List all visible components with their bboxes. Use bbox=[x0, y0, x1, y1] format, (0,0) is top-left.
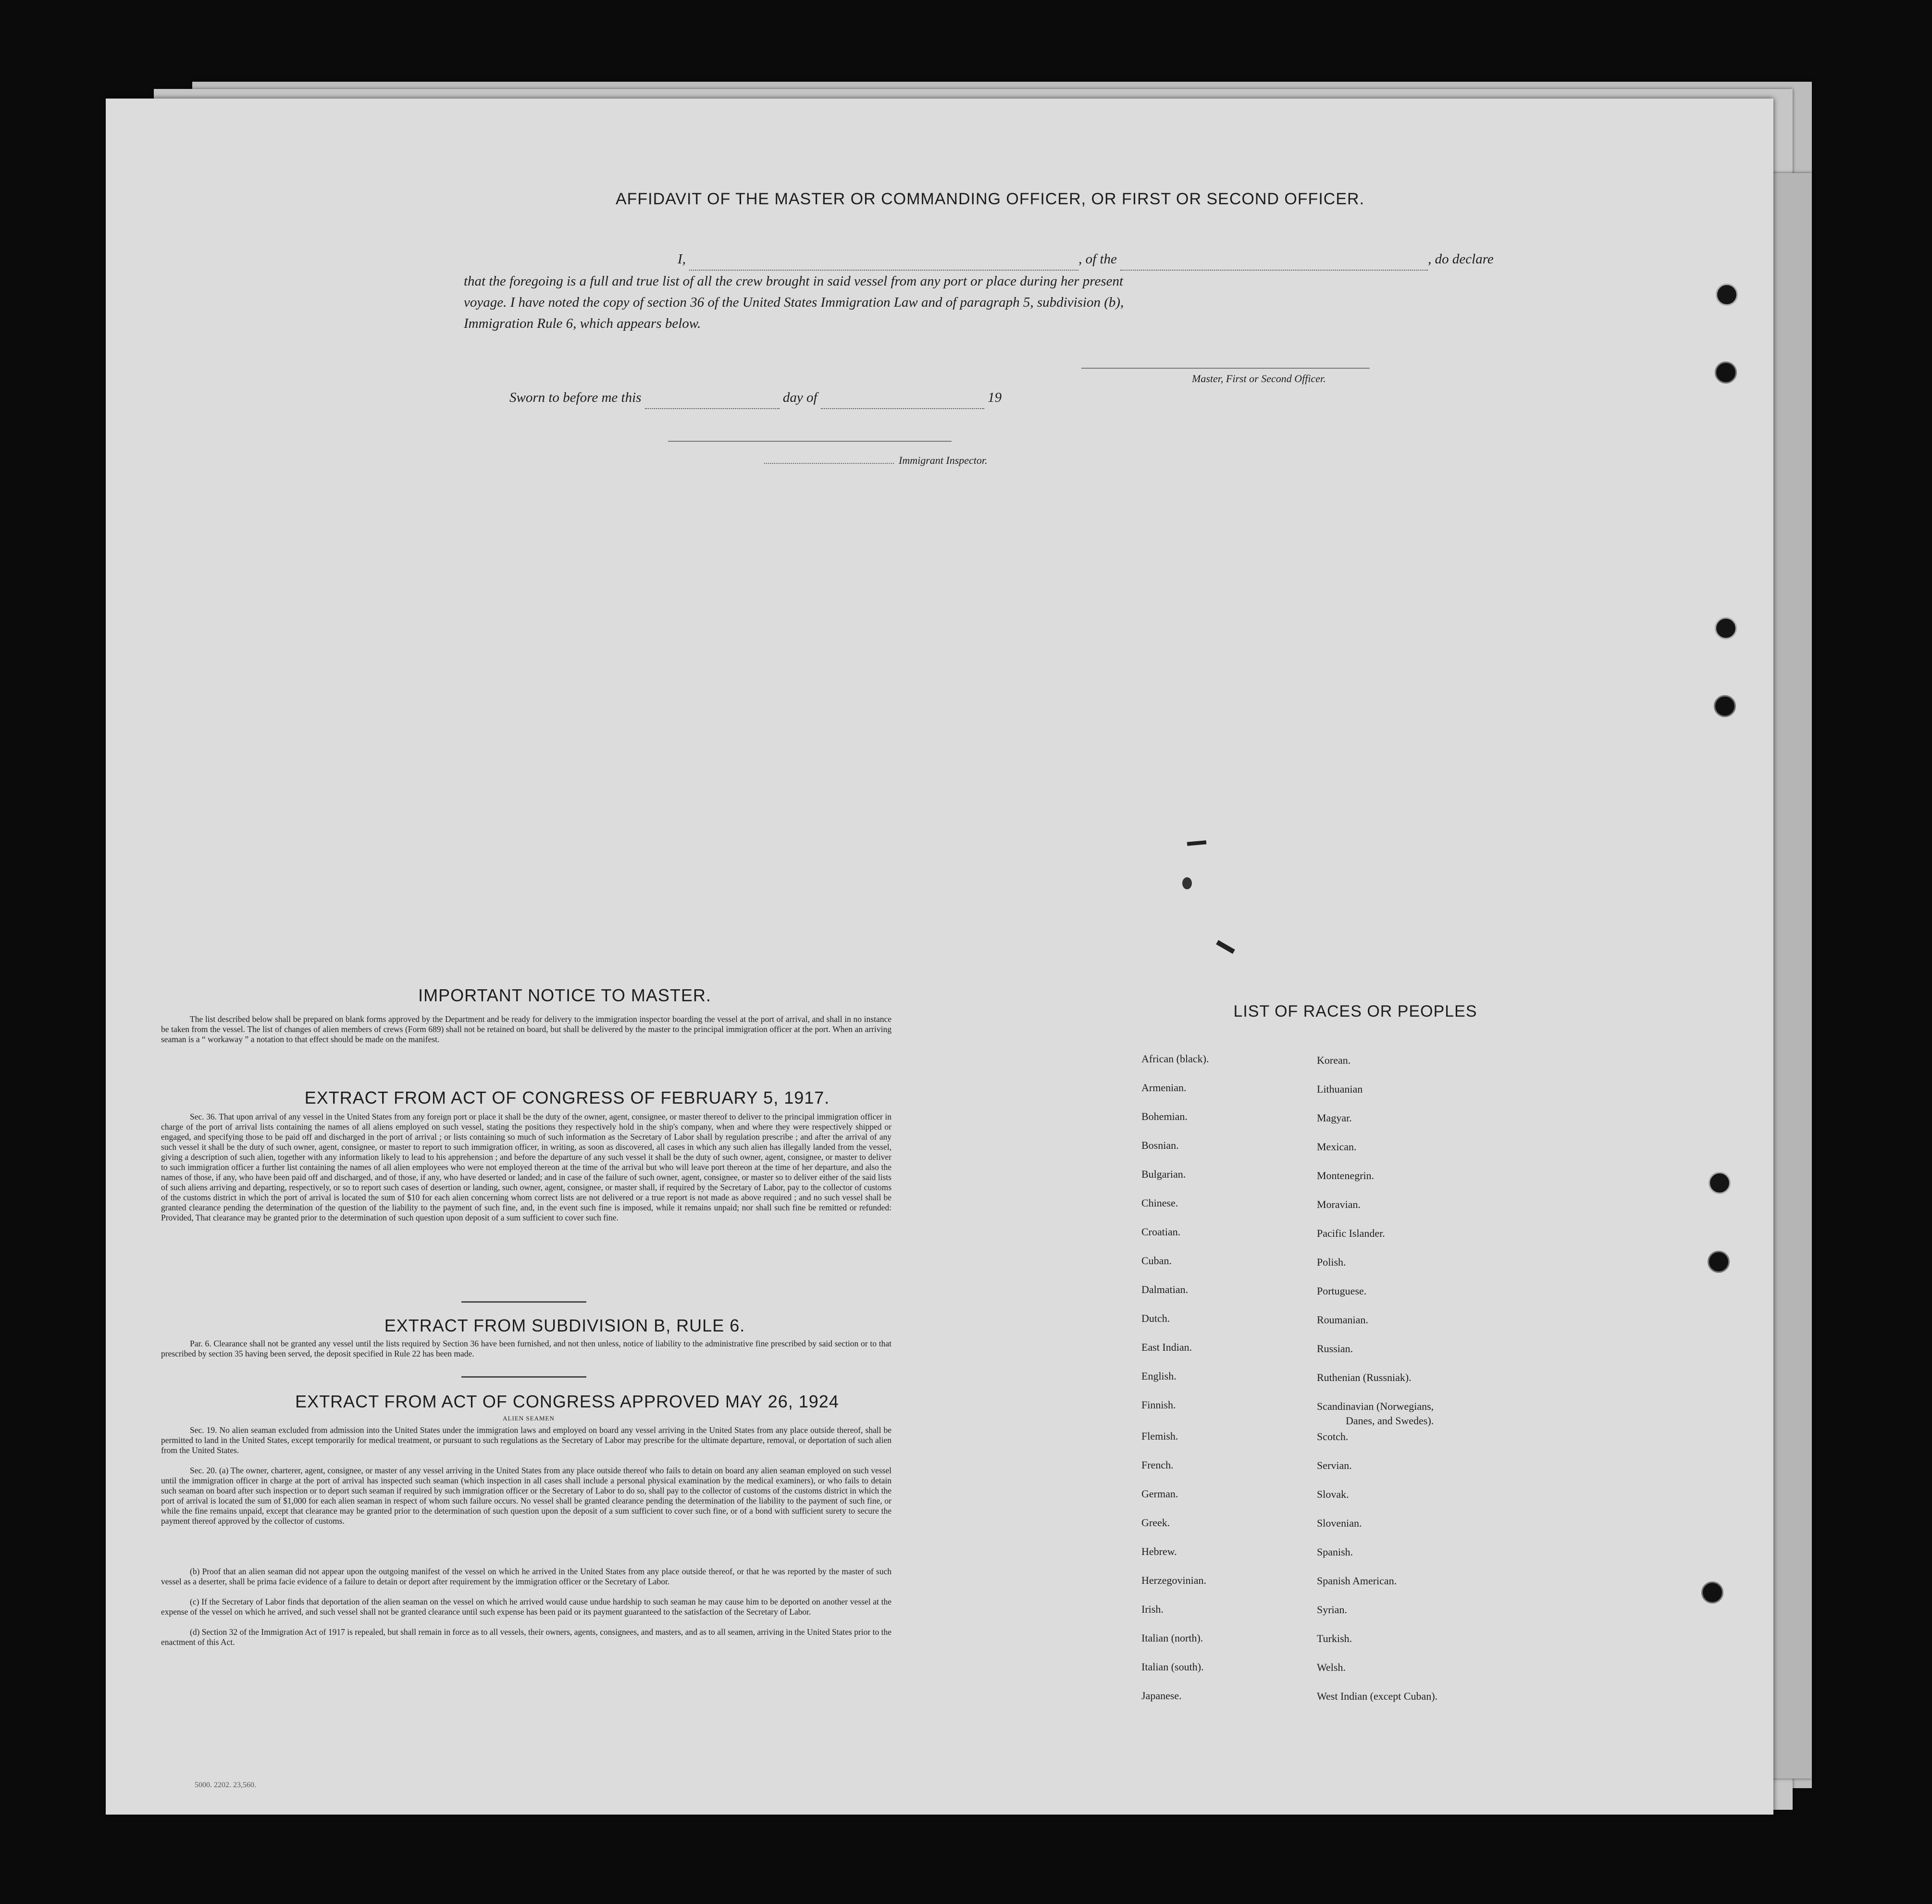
race-right-item: Servian. bbox=[1317, 1459, 1352, 1471]
sworn-prefix: Sworn to before me this bbox=[509, 390, 642, 405]
sworn-year-label: 19 bbox=[988, 390, 1002, 405]
race-right-item: Turkish. bbox=[1317, 1632, 1352, 1644]
notice-title: IMPORTANT NOTICE TO MASTER. bbox=[418, 985, 711, 1005]
race-left-item: French. bbox=[1141, 1459, 1174, 1471]
extract-1924-para-3: (b) Proof that an alien seaman did not appear upon the outgoing manifest of the vessel on which he arrived in the United States from any place outside thereof, or that he was reported by the master of such vessel as a deserter, shall be prima facie evidence of a failure to detain or deport after requirement by the immigration officer or the Secretary of Labor. bbox=[161, 1567, 892, 1586]
master-signature-line bbox=[1081, 368, 1370, 369]
race-left-item: Bohemian. bbox=[1141, 1110, 1188, 1122]
witness-signature-line bbox=[668, 441, 952, 442]
affidavit-line-2: that the foregoing is a full and true list of all the crew brought in said vessel from any port or place during her present bbox=[464, 274, 1124, 289]
race-right-item: Spanish American. bbox=[1317, 1575, 1397, 1587]
race-left-item: Armenian. bbox=[1141, 1082, 1187, 1094]
affidavit-line-4: Immigration Rule 6, which appears below. bbox=[464, 316, 701, 331]
race-left-item: Croatian. bbox=[1141, 1226, 1181, 1238]
affidavit-of-the-label: , of the bbox=[1078, 251, 1117, 267]
sworn-month-blank bbox=[821, 387, 984, 409]
race-right-item: Slovenian. bbox=[1317, 1517, 1362, 1529]
section-divider-1 bbox=[461, 1301, 586, 1303]
race-right-item: West Indian (except Cuban). bbox=[1317, 1690, 1438, 1702]
inspector-signature-line bbox=[764, 463, 894, 464]
binder-hole bbox=[1716, 284, 1738, 306]
race-right-item: Lithuanian bbox=[1317, 1083, 1363, 1095]
affidavit-line-1 bbox=[678, 249, 1519, 271]
race-right-item-continuation: Danes, and Swedes). bbox=[1346, 1415, 1434, 1427]
race-left-item: Flemish. bbox=[1141, 1430, 1178, 1442]
notice-body: The list described below shall be prepared on blank forms approved by the Department and be ready for delivery to the immigration inspector boarding the vessel at the port of arrival, and shall in no instance be taken from the vessel. The list of changes of alien members of crews (Form 689) shall not be retained on board, but shall be delivered by the master to the principal immigration officer at the port. When an arriving seaman is a “ workaway ” a notation to that effect should be made on the manifest. bbox=[161, 1014, 892, 1044]
ink-smudge bbox=[1187, 840, 1207, 846]
race-left-item: Chinese. bbox=[1141, 1197, 1178, 1209]
race-left-item: Finnish. bbox=[1141, 1399, 1176, 1411]
affidavit-line-3: voyage. I have noted the copy of section 36 of the United States Immigration Law and of paragraph 5, subdivision (b), bbox=[464, 295, 1124, 310]
race-left-item: Hebrew. bbox=[1141, 1545, 1177, 1557]
race-right-item: Ruthenian (Russniak). bbox=[1317, 1371, 1412, 1383]
race-left-item: Italian (north). bbox=[1141, 1632, 1203, 1644]
form-number: 5000. 2202. 23,560. bbox=[195, 1781, 256, 1789]
extract-1924-para-5: (d) Section 32 of the Immigration Act of 1917 is repealed, but shall remain in force as to all vessels, their owners, agents, consignees, and masters, and as to all seamen, arriving in the United States prior to the enactment of this Act. bbox=[161, 1627, 892, 1647]
races-title: LIST OF RACES OR PEOPLES bbox=[1233, 1002, 1477, 1020]
binder-hole bbox=[1709, 1172, 1731, 1194]
race-left-item: Greek. bbox=[1141, 1517, 1170, 1529]
sworn-day-blank bbox=[645, 387, 780, 409]
race-left-item: East Indian. bbox=[1141, 1341, 1192, 1353]
binder-hole bbox=[1715, 361, 1737, 384]
race-right-item: Magyar. bbox=[1317, 1112, 1352, 1124]
race-right-item: Korean. bbox=[1317, 1054, 1351, 1066]
binder-hole bbox=[1714, 695, 1736, 717]
extract-1924-para-1: Sec. 19. No alien seaman excluded from admission into the United States under the immigration laws and employed on board any vessel arriving in the United States from any place outside thereof, shall be permitted to land in the United States, except temporarily for medical treatment, or pursuant to such regulations as the Secretary of Labor may prescribe for the ultimate departure, removal, or deportation of such alien from the United States. bbox=[161, 1425, 892, 1455]
document-page bbox=[106, 99, 1773, 1815]
sworn-day-label: day of bbox=[782, 390, 817, 405]
race-right-item: Pacific Islander. bbox=[1317, 1227, 1385, 1239]
officer-name-blank bbox=[689, 249, 1078, 271]
race-right-item: Scandinavian (Norwegians, bbox=[1317, 1400, 1434, 1412]
race-right-item: Russian. bbox=[1317, 1343, 1353, 1355]
race-left-item: Cuban. bbox=[1141, 1255, 1172, 1267]
race-right-item: Mexican. bbox=[1317, 1141, 1357, 1153]
extract-1924-para-4: (c) If the Secretary of Labor finds that deportation of the alien seaman on the vessel on which he arrived would cause undue hardship to such seaman he may cause him to be deported on another vessel at the expense of the vessel on which he arrived, and such vessel shall not be granted clearance until such expense has been paid or its payment guaranteed to the satisfaction of the Secretary of Labor. bbox=[161, 1597, 892, 1617]
race-right-item: Welsh. bbox=[1317, 1661, 1346, 1673]
race-right-item: Slovak. bbox=[1317, 1488, 1349, 1500]
extract-1924-para-2: Sec. 20. (a) The owner, charterer, agent, consignee, or master of any vessel arriving in the United States from any place outside thereof who fails to detain on board any alien seaman employed on such vessel until the immigration officer in charge at the port of arrival has inspected such seaman (which inspection in all cases shall include a personal physical examination by the medical examiners), or who fails to detain such seaman on board after such inspection or to deport such seaman if required by such immigration officer or the Secretary of Labor to do so, shall pay to the collector of customs of the customs district in which the port of arrival is located the sum of $1,000 for each alien seaman in respect of whom such failure occurs. No vessel shall be granted clearance pending the determination of the liability to the payment of such fine, or while the fine remains unpaid, except that clearance may be granted prior to the determination of such question upon the deposit of a sum sufficient to cover such fine, or of a bond with sufficient surety to secure the payment thereof approved by the collector of customs. bbox=[161, 1466, 892, 1526]
vessel-name-blank bbox=[1120, 249, 1428, 271]
section-divider-2 bbox=[461, 1376, 586, 1378]
races-left-column bbox=[1141, 1053, 1343, 1726]
race-right-item: Portuguese. bbox=[1317, 1285, 1367, 1297]
race-right-item: Montenegrin. bbox=[1317, 1170, 1375, 1182]
race-right-item: Moravian. bbox=[1317, 1198, 1361, 1210]
extract-rule6-title: EXTRACT FROM SUBDIVISION B, RULE 6. bbox=[384, 1316, 745, 1335]
binder-hole bbox=[1715, 617, 1737, 639]
race-left-item: Japanese. bbox=[1141, 1690, 1182, 1702]
extract-1917-title: EXTRACT FROM ACT OF CONGRESS OF FEBRUARY 5, 1917. bbox=[304, 1088, 830, 1108]
race-left-item: English. bbox=[1141, 1370, 1177, 1382]
race-right-item: Roumanian. bbox=[1317, 1314, 1368, 1326]
race-right-item: Syrian. bbox=[1317, 1604, 1347, 1616]
extract-1924-subtitle: ALIEN SEAMEN bbox=[503, 1415, 555, 1422]
race-left-item: Dalmatian. bbox=[1141, 1283, 1189, 1295]
race-left-item: Herzegovinian. bbox=[1141, 1574, 1206, 1586]
race-left-item: Italian (south). bbox=[1141, 1661, 1204, 1673]
races-right-column bbox=[1317, 1054, 1605, 1727]
sworn-line bbox=[509, 387, 1182, 409]
extract-rule6-body: Par. 6. Clearance shall not be granted any vessel until the lists required by Section 36 have been furnished, and not then unless, notice of liability to the administrative fine prescribed by said section or to that prescribed by section 35 having been served, the deposit specified in Rule 22 has been made. bbox=[161, 1339, 892, 1358]
master-signature-label: Master, First or Second Officer. bbox=[1192, 373, 1326, 385]
ink-smudge bbox=[1182, 877, 1192, 889]
race-left-item: German. bbox=[1141, 1488, 1178, 1500]
race-right-item: Spanish. bbox=[1317, 1546, 1353, 1558]
race-left-item: Bulgarian. bbox=[1141, 1168, 1186, 1180]
ink-smudge bbox=[1216, 940, 1235, 954]
affidavit-title: AFFIDAVIT OF THE MASTER OR COMMANDING OFFICER, OR FIRST OR SECOND OFFICER. bbox=[615, 190, 1365, 208]
affidavit-declare-label: , do declare bbox=[1428, 251, 1494, 267]
affidavit-i-label: I, bbox=[678, 251, 686, 267]
race-left-item: African (black). bbox=[1141, 1053, 1209, 1065]
race-left-item: Bosnian. bbox=[1141, 1139, 1179, 1151]
race-right-item: Scotch. bbox=[1317, 1431, 1349, 1443]
binder-hole bbox=[1701, 1581, 1723, 1604]
extract-1917-body: Sec. 36. That upon arrival of any vessel in the United States from any foreign port or place it shall be the duty of the owner, agent, consignee, or master thereof to deliver to the principal immigration officer in charge of the port of arrival lists containing the names of all aliens employed on such vessel, stating the positions they respectively hold in the ship's company, when and where they were respectively shipped or engaged, and specifying those to be paid off and discharged in the port of arrival ; or lists containing so much of such information as the Secretary of Labor shall by regulation prescribe ; and after the arrival of any such vessel it shall be the duty of such owner, agent, consignee, or master to report to such immigration officer, in writing, as soon as discovered, all cases in which any such alien has illegally landed from the vessel, giving a description of such alien, together with any information likely to lead to his apprehension ; and before the departure of any such vessel it shall be the duty of such owner, agent, consignee, or master to deliver to such immigration officer a further list containing the names of all alien employees who were not employed thereon at the time of the arrival but who will leave port thereon at the time of her departure, and also the names of those, if any, who have been paid off and discharged, and of those, if any, who have deserted or landed; and in case of the failure of such owner, agent, consignee, or master so to deliver either of the said lists of such aliens arriving and departing, respectively, or so to report such cases of desertion or landing, such owner, agent, consignee, or master shall, if required by the Secretary of Labor, pay to the collector of customs of the customs district in which the port of arrival is located the sum of $10 for each alien concerning whom correct lists are not delivered or a true report is not made as above required ; and no such vessel shall be granted clearance pending the determination of the question of the liability to the payment of such fine, and, in the event such fine is imposed, while it remains unpaid; nor shall such fine be remitted or refunded: Provided, That clearance may be granted prior to the determination of such question upon deposit of a sum sufficient to cover such fine. bbox=[161, 1112, 892, 1222]
race-right-item: Polish. bbox=[1317, 1256, 1346, 1268]
race-left-item: Irish. bbox=[1141, 1603, 1164, 1615]
inspector-label: Immigrant Inspector. bbox=[899, 454, 988, 466]
extract-1924-title: EXTRACT FROM ACT OF CONGRESS APPROVED MAY 26, 1924 bbox=[295, 1392, 839, 1411]
binder-hole bbox=[1708, 1251, 1730, 1273]
race-left-item: Dutch. bbox=[1141, 1312, 1170, 1324]
